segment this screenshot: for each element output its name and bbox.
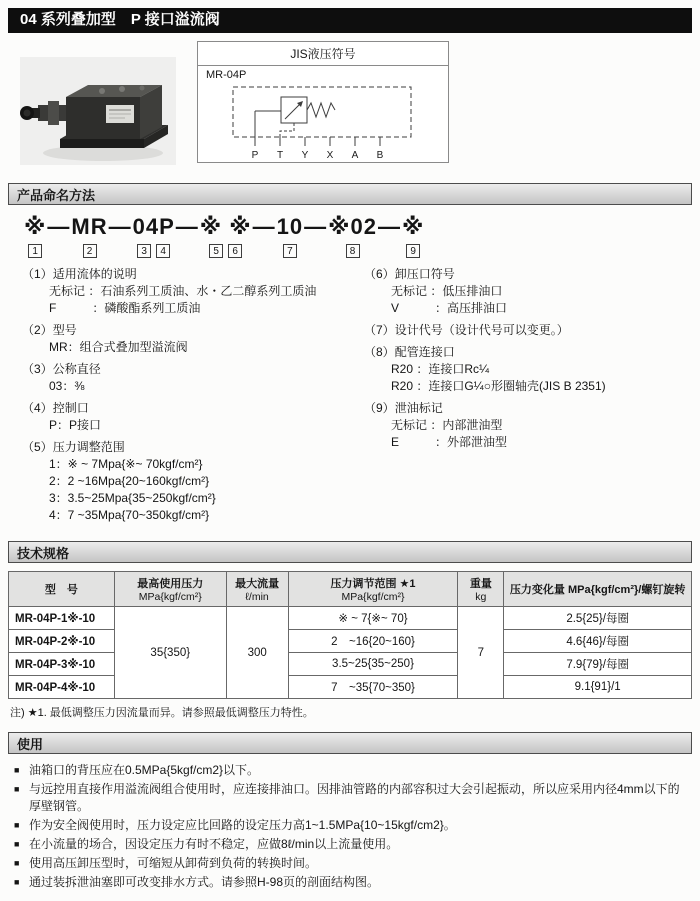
item-line: E ：外部泄油型 [391, 435, 508, 449]
item-line: 1：※ ~ 7Mpa{※~ 70kgf/cm²} [49, 457, 203, 471]
code-dash: — [378, 214, 401, 239]
table-row [9, 630, 692, 653]
naming-item [22, 400, 350, 434]
code-segment: ※ ※ 5 6 [199, 214, 252, 257]
jis-symbol-body [198, 66, 448, 161]
code-segment: 10 7 [276, 214, 304, 257]
code-number-box: 6 [228, 244, 242, 258]
item-line: 无标记 ：低压排油口 [391, 284, 503, 298]
item-line: 3：3.5~25Mpa{35~250kgf/cm²} [49, 491, 216, 505]
code-dash: — [252, 214, 276, 239]
item-number: （7） [364, 323, 395, 337]
item-title-text: 设计代号（设计代号可以变更。） [394, 323, 569, 337]
cell-pressure-change: 4.6{46}/每圈 [504, 630, 692, 653]
item-number: （1） [22, 267, 53, 281]
section-header-specs [8, 541, 692, 563]
port-letter: Y [301, 150, 309, 161]
cell-pressure-range: ※ ~ 7{※~ 70} [288, 607, 458, 630]
cell-pressure-change: 7.9{79}/每圈 [504, 653, 692, 676]
port-letter: T [276, 150, 284, 161]
bullet-icon: ■ [14, 765, 20, 775]
item-line: P：P接口 [49, 418, 102, 432]
naming-item [364, 400, 692, 451]
port-letter: X [326, 150, 334, 161]
cell-pressure-range: 7 ~35{70~350} [288, 676, 458, 699]
code-segment: ※02 8 [328, 214, 377, 257]
table-header-row [9, 572, 692, 607]
code-number-box: 1 [28, 244, 42, 258]
naming-item [364, 266, 692, 317]
naming-right-column [350, 266, 692, 529]
jis-symbol-box [197, 41, 449, 163]
naming-description-columns [8, 266, 692, 529]
section-title-text: 使用 [17, 736, 44, 752]
table-footnote: 注) ★1. 最低调整压力因流量而异。请参照最低调整压力特性。 [10, 707, 314, 719]
list-item: ■ 在小流量的场合，因设定压力有时不稳定，应做8ℓ/min以上流量使用。 [14, 837, 399, 851]
hero-row [18, 41, 688, 171]
section-title-text: 产品命名方法 [17, 187, 96, 203]
cell-max-flow: 300 [226, 607, 288, 699]
code-number-box: 9 [406, 244, 420, 258]
code-segment: MR 2 [71, 214, 108, 257]
item-line: 4：7 ~35Mpa{70~350kgf/cm²} [49, 508, 210, 522]
item-line: 无标记 ：内部泄油型 [391, 418, 503, 432]
code-number-box: 8 [346, 244, 360, 258]
naming-item [22, 361, 350, 395]
item-number: （2） [22, 323, 53, 337]
port-letter: B [376, 150, 384, 161]
naming-item [22, 266, 350, 317]
item-line: V ：高压排油口 [391, 301, 508, 315]
naming-item [364, 322, 692, 339]
code-dash: — [304, 214, 328, 239]
item-number: （9） [364, 401, 395, 415]
code-dash: — [108, 214, 132, 239]
item-line: 2：2 ~16Mpa{20~160kgf/cm²} [49, 474, 210, 488]
item-number: （5） [22, 440, 53, 454]
item-title-text: 泄油标记 [394, 401, 443, 415]
code-number-box: 3 [137, 244, 151, 258]
item-line: 03：⅜ [49, 379, 85, 393]
item-title-text: 适用流体的说明 [52, 267, 137, 281]
section-header-usage [8, 732, 692, 754]
specs-table [8, 571, 692, 699]
usage-list [8, 762, 692, 891]
cell-model: MR-04P-3※-10 [9, 653, 115, 676]
naming-item [22, 322, 350, 356]
item-title-text: 压力调整范围 [52, 440, 125, 454]
col-header-pressure-change: 压力变化量 MPa{kgf/cm²}/螺钉旋转 [504, 572, 692, 607]
hydraulic-symbol [223, 81, 423, 161]
bullet-icon: ■ [14, 858, 20, 868]
code-number-box: 4 [156, 244, 170, 258]
item-line: F ：磷酸酯系列工质油 [49, 301, 201, 315]
item-line: MR：组合式叠加型溢流阀 [49, 340, 188, 354]
code-number-box: 7 [283, 244, 297, 258]
item-line: R20 ：连接口G¼○形圈轴壳(JIS B 2351) [391, 379, 606, 393]
cell-pressure-range: 3.5~25{35~250} [288, 653, 458, 676]
table-row [9, 653, 692, 676]
cell-pressure-range: 2 ~16{20~160} [288, 630, 458, 653]
list-item: ■ 通过装拆泄油塞即可改变排水方式。请参照H-98页的剖面结构图。 [14, 875, 380, 889]
bullet-icon: ■ [14, 877, 20, 887]
col-header-model: 型 号 [9, 572, 115, 607]
bullet-icon: ■ [14, 839, 20, 849]
page-title-text: 04 系列叠加型 P 接口溢流阀 [20, 11, 220, 28]
port-letter: A [351, 150, 359, 161]
item-title-text: 卸压口符号 [394, 267, 455, 281]
code-dash: — [47, 214, 71, 239]
cell-model: MR-04P-1※-10 [9, 607, 115, 630]
table-row [9, 676, 692, 699]
code-segment: 04P 3 4 [132, 214, 175, 257]
col-header-weight: 重量 kg [458, 572, 504, 607]
model-code [8, 215, 692, 258]
cell-model: MR-04P-2※-10 [9, 630, 115, 653]
jis-symbol-title: JIS液压符号 [198, 42, 448, 66]
list-item: ■ 与远控用直接作用溢流阀组合使用时，应连接排油口。因排油管路的内部容积过大会引起振动，所以应采用内径4mm以下的厚壁钢管。 [14, 782, 680, 813]
code-number-box: 5 [209, 244, 223, 258]
code-number-box: 2 [83, 244, 97, 258]
section-title-text: 技术规格 [17, 545, 70, 561]
list-item: ■ 使用高压卸压型时，可缩短从卸荷到负荷的转换时间。 [14, 856, 318, 870]
naming-left-column [8, 266, 350, 529]
bullet-icon: ■ [14, 820, 20, 830]
col-header-max-pressure: 最高使用压力 MPa{kgf/cm²} [114, 572, 226, 607]
bullet-icon: ■ [14, 784, 20, 794]
naming-item [22, 439, 350, 524]
item-number: （4） [22, 401, 53, 415]
item-number: （6） [364, 267, 395, 281]
cell-model: MR-04P-4※-10 [9, 676, 115, 699]
page-title [8, 8, 692, 33]
item-line: R20 ：连接口Rc¼ [391, 362, 490, 376]
cell-max-pressure: 35{350} [114, 607, 226, 699]
cell-weight: 7 [458, 607, 504, 699]
code-dash: — [175, 214, 199, 239]
item-title-text: 型号 [52, 323, 77, 337]
naming-item [364, 344, 692, 395]
item-title-text: 控制口 [52, 401, 89, 415]
valve-photo-illustration [18, 55, 178, 167]
cell-pressure-change: 2.5{25}/每圈 [504, 607, 692, 630]
item-title-text: 配管连接口 [394, 345, 455, 359]
item-line: 无标记 ：石油系列工质油、水・乙二醇系列工质油 [49, 284, 317, 298]
col-header-pressure-range: 压力调节范围 ★1 MPa{kgf/cm²} [288, 572, 458, 607]
symbol-model-label: MR-04P [206, 69, 247, 81]
item-number: （3） [22, 362, 53, 376]
col-header-max-flow: 最大流量 ℓ/min [226, 572, 288, 607]
port-letter: P [251, 150, 259, 161]
code-segment: ※ 1 [24, 214, 47, 257]
table-row [9, 607, 692, 630]
list-item: ■ 作为安全阀使用时，压力设定应比回路的设定压力高1~1.5MPa{10~15kgf/cm2}。 [14, 818, 456, 832]
item-title-text: 公称直径 [52, 362, 101, 376]
code-segment: ※ 9 [402, 214, 425, 257]
item-number: （8） [364, 345, 395, 359]
product-photo [18, 55, 183, 171]
section-header-naming [8, 183, 692, 205]
cell-pressure-change: 9.1{91}/1 [504, 676, 692, 699]
list-item: ■ 油箱口的背压应在0.5MPa{5kgf/cm2}以下。 [14, 763, 260, 777]
